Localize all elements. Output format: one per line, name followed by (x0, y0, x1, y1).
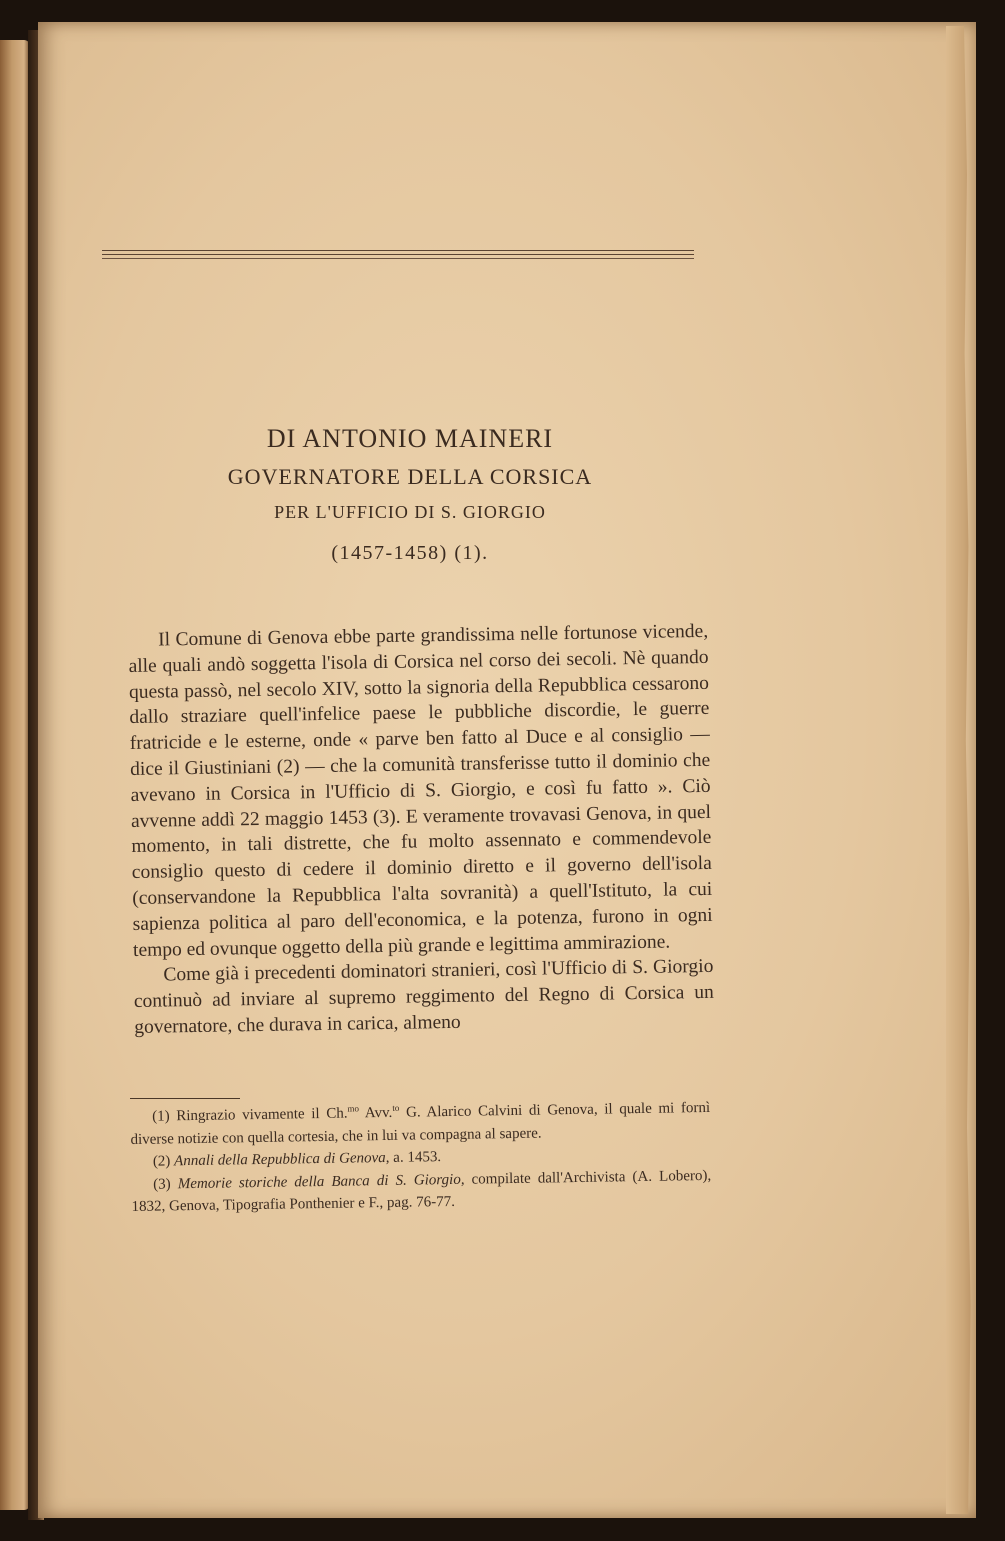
footnote-3-title: Memorie storiche della Banca di S. Giorgio, (177, 1171, 465, 1192)
footnote-2-number: (2) (152, 1153, 175, 1170)
footnote-2-title: Annali della Repubblica di Genova, (173, 1149, 390, 1170)
article-title: DI ANTONIO MAINERI (266, 424, 554, 453)
footnote-1-superscript-1: mo (347, 1103, 360, 1114)
footnote-3-number: (3) (153, 1175, 178, 1193)
footnotes (130, 1097, 712, 1219)
footnote-1-text-a: (1) Ringrazio vivamente il Ch. (152, 1105, 348, 1125)
paragraph-1: Il Comune di Genova ebbe parte grandissima nelle fortunose vicende, alle quali andò soggetta l'isola di Corsica nel corso dei secoli. Nè quando questa passò, nel secolo XIV, sotto la signoria della Repubblica cessarono dallo straziare quell'infelice paese le pubbliche discordie, le guerre fratricide e le esterne, onde « parve ben fatto al Duce e al consiglio — dice il Giustiniani (2) — che la comunità transferisse tutto il dominio che avevano in Corsica in l'Ufficio di S. Giorgio, e così fu fatto ». Ciò avvenne addì 22 maggio 1453 (3). E veramente trovavasi Genova, in quel momento, in tali distrette, che fu molto assennato e commendevole consiglio questo di cedere il dominio diretto e il governo dell'isola (conservandone la Repubblica l'alta sovranità) a quell'Istituto, la cui sapienza politica al paro dell'economica, e la potenza, furono in ogni tempo ed ovunque oggetto della più grande e legittima ammirazione. (128, 620, 713, 961)
footnote-3-text: compilate dall'Archivista (A. Lobero), 1832, Genova, Tipografia Ponthenier e F., pag. 76-77. (131, 1167, 712, 1215)
footnote-3 (131, 1164, 712, 1218)
footnote-1-text-c: G. Alarico Calvini di Genova, il quale mi fornì diverse notizie con quella cortesia, che in lui va compagna al sapere. (130, 1099, 711, 1148)
footnote-rule (130, 1098, 240, 1099)
footnote-2-text: a. 1453. (389, 1149, 442, 1166)
article-subtitle: GOVERNATORE DELLA CORSICA (227, 464, 593, 489)
footnote-1-text-b: Avv. (358, 1104, 393, 1122)
article-dates: (1457-1458) (1). (331, 542, 489, 564)
article-subtitle-2: PER L'UFFICIO DI S. GIORGIO (274, 502, 546, 522)
body-text (128, 619, 714, 1041)
footnote-1-superscript-2: to (392, 1102, 400, 1113)
paragraph-2: Come già i precedenti dominatori stranieri, così l'Ufficio di S. Giorgio continuò ad inviare al supremo reggimento del Regno di Corsica un governatore, che durava in carica, almeno (133, 956, 714, 1038)
header-double-rule (102, 250, 694, 255)
left-page-edge (0, 40, 30, 1510)
header-rule-thin (102, 258, 694, 259)
